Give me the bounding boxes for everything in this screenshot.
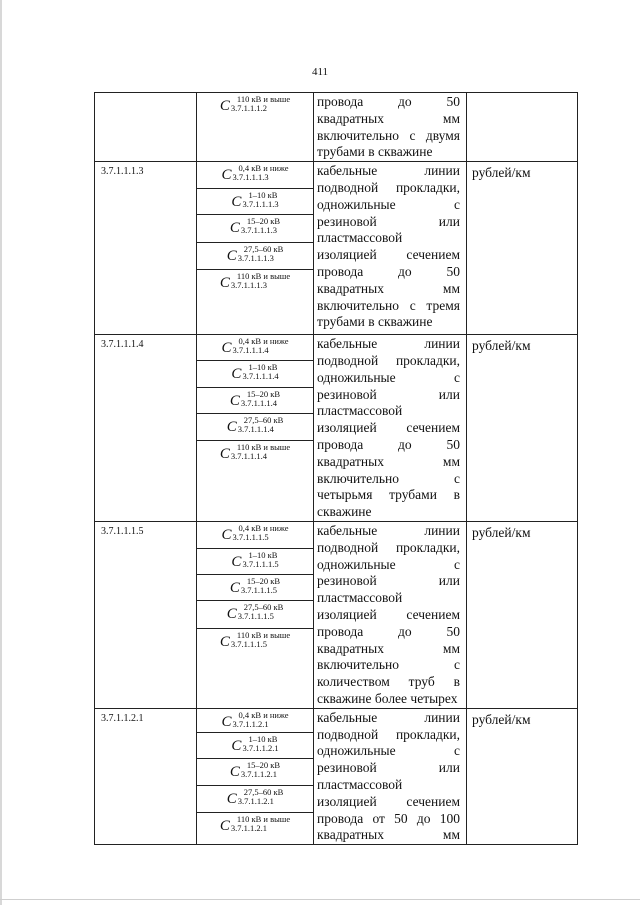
description-line: четырьмя трубами в	[317, 487, 460, 503]
description-line: изоляцией сечением	[317, 606, 460, 622]
description-line: кабельные линии	[317, 522, 460, 538]
rate-symbol-letter: C	[221, 713, 232, 730]
rate-symbol-formula	[197, 577, 313, 597]
description-line: резиновой или	[317, 573, 460, 589]
unit-cell: рублей/км	[467, 335, 578, 522]
page-number: 411	[311, 66, 329, 78]
rate-symbol-formula	[197, 711, 313, 731]
description-line: провода до 50	[317, 94, 460, 109]
description-line: подводной прокладки,	[317, 539, 460, 555]
unit-cell: рублей/км	[467, 162, 578, 335]
description-line: одножильные с	[317, 556, 460, 572]
description-line: кабельные линии	[317, 163, 460, 179]
rate-symbol-indices	[233, 337, 289, 355]
description-line: квадратных мм	[317, 280, 460, 296]
table-row	[95, 708, 578, 844]
rate-symbol-formula	[197, 631, 313, 651]
rate-symbol-indices	[242, 363, 278, 381]
rate-symbol-letter: C	[219, 275, 230, 292]
symbol-list	[197, 335, 313, 487]
rate-index: 3.7.1.1.1.4	[242, 371, 279, 382]
description-line: резиновой или	[317, 213, 460, 229]
description-line: изоляцией сечением	[317, 793, 460, 809]
description-line: включительно с	[317, 470, 460, 486]
rate-symbol-formula	[197, 443, 313, 463]
symbol-list	[197, 522, 313, 703]
rate-symbol-letter: C	[231, 366, 242, 383]
voltage-class: 27,5–60 кВ	[243, 786, 284, 797]
rate-symbol-letter: C	[219, 446, 230, 463]
description-line: трубами в скважине	[317, 314, 433, 330]
voltage-class: 0,4 кВ и ниже	[238, 522, 289, 533]
rate-symbol-indices	[231, 815, 290, 833]
rate-symbol	[197, 759, 313, 786]
rate-symbol	[197, 709, 313, 733]
unit-cell: рублей/км	[467, 708, 578, 844]
rate-symbol	[197, 414, 313, 441]
rate-symbol-letter: C	[226, 419, 237, 436]
description-line: резиновой или	[317, 386, 460, 402]
rate-symbol-indices	[242, 735, 278, 753]
description-line: квадратных мм	[317, 827, 460, 843]
description-line: пластмассовой	[317, 776, 403, 792]
description-line: кабельные линии	[317, 336, 460, 352]
voltage-class: 27,5–60 кВ	[243, 244, 284, 255]
rate-symbol-letter: C	[219, 98, 230, 114]
symbol-list	[197, 93, 313, 159]
voltage-class: 1–10 кВ	[248, 362, 278, 373]
rate-index: 3.7.1.1.1.5	[230, 638, 268, 649]
rate-symbol-formula	[197, 337, 313, 357]
rate-symbol	[197, 361, 313, 388]
rate-symbol	[197, 441, 313, 487]
description-text	[314, 522, 466, 708]
rate-symbol-letter: C	[226, 605, 237, 622]
rate-symbol-formula	[197, 603, 313, 623]
rate-symbol-formula	[197, 761, 313, 781]
description-line: трубами в скважине	[317, 144, 433, 160]
rate-symbol	[197, 270, 313, 334]
unit-cell	[467, 93, 578, 162]
symbol-cell	[197, 162, 314, 335]
rate-symbol-formula	[197, 363, 313, 383]
rate-symbol-formula	[197, 217, 313, 237]
rate-symbol-indices	[231, 443, 290, 461]
voltage-class: 110 кВ и выше	[236, 629, 291, 640]
tariff-table	[94, 92, 578, 845]
description-text	[314, 709, 466, 844]
rate-symbol	[197, 786, 313, 813]
description-line: провода до 50	[317, 263, 460, 279]
row-code: 3.7.1.1.2.1	[95, 708, 197, 844]
description-line: пластмассовой	[317, 403, 403, 419]
voltage-class: 110 кВ и выше	[236, 813, 291, 824]
rate-symbol-letter: C	[219, 633, 230, 650]
row-code: 3.7.1.1.1.3	[95, 162, 197, 335]
description-line: одножильные с	[317, 369, 460, 385]
description-text	[314, 93, 466, 161]
voltage-class: 27,5–60 кВ	[243, 415, 284, 426]
rate-symbol	[197, 549, 313, 575]
rate-index: 3.7.1.1.1.5	[242, 558, 279, 569]
table-row	[95, 335, 578, 522]
symbol-cell	[197, 708, 314, 844]
voltage-class: 1–10 кВ	[248, 549, 278, 560]
rate-symbol	[197, 189, 313, 215]
voltage-class: 15–20 кВ	[246, 389, 281, 400]
description-cell	[314, 521, 467, 708]
rate-symbol-formula	[197, 191, 313, 211]
description-line: провода от 50 до 100	[317, 810, 460, 826]
description-line: провода до 50	[317, 436, 460, 452]
symbol-cell	[197, 93, 314, 162]
rate-symbol-letter: C	[226, 790, 237, 807]
rate-symbol	[197, 335, 313, 361]
description-line: включительно с тремя	[317, 297, 460, 313]
voltage-class: 0,4 кВ и ниже	[238, 336, 289, 347]
description-line: включительно с	[317, 657, 460, 673]
rate-symbol-indices	[242, 551, 278, 569]
rate-index: 3.7.1.1.2.1	[242, 742, 279, 753]
description-cell	[314, 162, 467, 335]
description-line: провода до 50	[317, 623, 460, 639]
rate-symbol	[197, 93, 313, 159]
scan-bottom-edge	[0, 899, 640, 900]
rate-index: 3.7.1.1.1.4	[230, 451, 268, 462]
description-line: квадратных мм	[317, 110, 460, 126]
rate-symbol-formula	[197, 390, 313, 410]
table-row	[95, 521, 578, 708]
rate-index: 3.7.1.1.1.3	[242, 199, 279, 210]
rate-symbol-letter: C	[219, 817, 230, 834]
rate-symbol-letter: C	[231, 553, 242, 570]
description-cell	[314, 93, 467, 162]
description-line: резиновой или	[317, 760, 460, 776]
rate-index: 3.7.1.1.1.3	[237, 253, 274, 264]
rate-symbol	[197, 575, 313, 601]
description-line: изоляцией сечением	[317, 247, 460, 263]
voltage-class: 27,5–60 кВ	[243, 601, 284, 612]
rate-symbol	[197, 733, 313, 759]
description-line: подводной прокладки,	[317, 352, 460, 368]
description-line: кабельные линии	[317, 709, 460, 725]
description-line: количеством труб в	[317, 674, 460, 690]
description-line: квадратных мм	[317, 640, 460, 656]
rate-symbol-indices	[241, 390, 280, 408]
voltage-class: 15–20 кВ	[246, 216, 281, 227]
rate-symbol-formula	[197, 551, 313, 571]
rate-symbol-formula	[197, 245, 313, 265]
voltage-class: 0,4 кВ и ниже	[238, 709, 289, 720]
rate-symbol-indices	[241, 577, 280, 595]
rate-index: 3.7.1.1.1.3	[232, 172, 269, 183]
rate-symbol-indices	[231, 631, 290, 649]
rate-symbol	[197, 215, 313, 243]
rate-symbol-letter: C	[221, 526, 232, 543]
rate-index: 3.7.1.1.1.4	[232, 345, 269, 356]
symbol-cell	[197, 335, 314, 522]
rate-symbol-formula	[197, 788, 313, 808]
description-cell	[314, 708, 467, 844]
description-line: скважине	[317, 504, 372, 520]
rate-index: 3.7.1.1.2.1	[232, 718, 269, 729]
description-line: одножильные с	[317, 196, 460, 212]
rate-symbol-indices	[233, 524, 289, 542]
description-line: изоляцией сечением	[317, 420, 460, 436]
rate-index: 3.7.1.1.2.1	[230, 822, 268, 833]
rate-symbol-letter: C	[229, 220, 240, 237]
rate-symbol-formula	[197, 95, 313, 115]
description-text	[314, 335, 466, 521]
rate-symbol-formula	[197, 735, 313, 755]
description-line: пластмассовой	[317, 590, 403, 606]
rate-index: 3.7.1.1.1.5	[237, 610, 274, 621]
description-line: подводной прокладки,	[317, 726, 460, 742]
rate-symbol-indices	[231, 272, 290, 290]
rate-index: 3.7.1.1.1.5	[240, 584, 278, 595]
symbol-list	[197, 709, 313, 840]
rate-index: 3.7.1.1.1.3	[230, 280, 268, 291]
rate-symbol-indices	[241, 761, 280, 779]
voltage-class: 15–20 кВ	[246, 759, 281, 770]
rate-symbol-formula	[197, 815, 313, 835]
description-text	[314, 162, 466, 331]
voltage-class: 110 кВ и выше	[236, 94, 291, 104]
description-line: подводной прокладки,	[317, 179, 460, 195]
rate-symbol-letter: C	[221, 167, 232, 184]
rate-symbol	[197, 813, 313, 840]
rate-symbol-letter: C	[229, 579, 240, 596]
rate-symbol-letter: C	[226, 248, 237, 265]
rate-symbol-indices	[241, 217, 280, 235]
description-line: квадратных мм	[317, 453, 460, 469]
rate-index: 3.7.1.1.2.1	[240, 768, 278, 779]
rate-index: 3.7.1.1.1.2	[230, 103, 268, 113]
table-row	[95, 162, 578, 335]
rate-symbol	[197, 388, 313, 414]
rate-symbol-formula	[197, 416, 313, 436]
rate-symbol-indices	[238, 603, 284, 621]
rate-symbol-formula	[197, 164, 313, 184]
row-code	[95, 93, 197, 162]
rate-symbol-letter: C	[221, 340, 232, 357]
row-code: 3.7.1.1.1.4	[95, 335, 197, 522]
rate-index: 3.7.1.1.1.3	[240, 225, 278, 236]
rate-symbol-indices	[238, 788, 284, 806]
rate-symbol-letter: C	[229, 393, 240, 410]
rate-symbol	[197, 522, 313, 549]
rate-symbol-indices	[233, 711, 289, 729]
rate-symbol	[197, 162, 313, 189]
voltage-class: 110 кВ и выше	[236, 271, 291, 282]
description-line: пластмассовой	[317, 230, 403, 246]
voltage-class: 15–20 кВ	[246, 575, 281, 586]
rate-symbol-indices	[233, 164, 289, 182]
rate-symbol-indices	[238, 416, 284, 434]
table-row	[95, 93, 578, 162]
rate-index: 3.7.1.1.1.5	[232, 531, 269, 542]
symbol-list	[197, 162, 313, 334]
rate-symbol	[197, 601, 313, 629]
scan-left-edge	[0, 0, 2, 905]
rate-symbol-formula	[197, 272, 313, 292]
rate-index: 3.7.1.1.1.4	[240, 398, 278, 409]
voltage-class: 0,4 кВ и ниже	[238, 163, 289, 174]
rate-index: 3.7.1.1.2.1	[237, 795, 274, 806]
tariff-table-body	[95, 93, 578, 845]
unit-cell: рублей/км	[467, 521, 578, 708]
voltage-class: 110 кВ и выше	[236, 442, 291, 453]
rate-symbol	[197, 243, 313, 270]
description-line: включительно с двумя	[317, 127, 460, 143]
voltage-class: 1–10 кВ	[248, 733, 278, 744]
rate-symbol-indices	[242, 191, 278, 209]
rate-symbol	[197, 629, 313, 703]
rate-symbol-letter: C	[231, 737, 242, 754]
description-line: скважине более четырех	[317, 690, 458, 706]
row-code: 3.7.1.1.1.5	[95, 521, 197, 708]
description-cell	[314, 335, 467, 522]
rate-symbol-letter: C	[231, 194, 242, 211]
rate-symbol-indices	[238, 245, 284, 263]
rate-symbol-indices	[231, 95, 290, 113]
rate-symbol-letter: C	[229, 763, 240, 780]
symbol-cell	[197, 521, 314, 708]
voltage-class: 1–10 кВ	[248, 190, 278, 201]
rate-index: 3.7.1.1.1.4	[237, 424, 274, 435]
rate-symbol-formula	[197, 524, 313, 544]
description-line: одножильные с	[317, 743, 460, 759]
